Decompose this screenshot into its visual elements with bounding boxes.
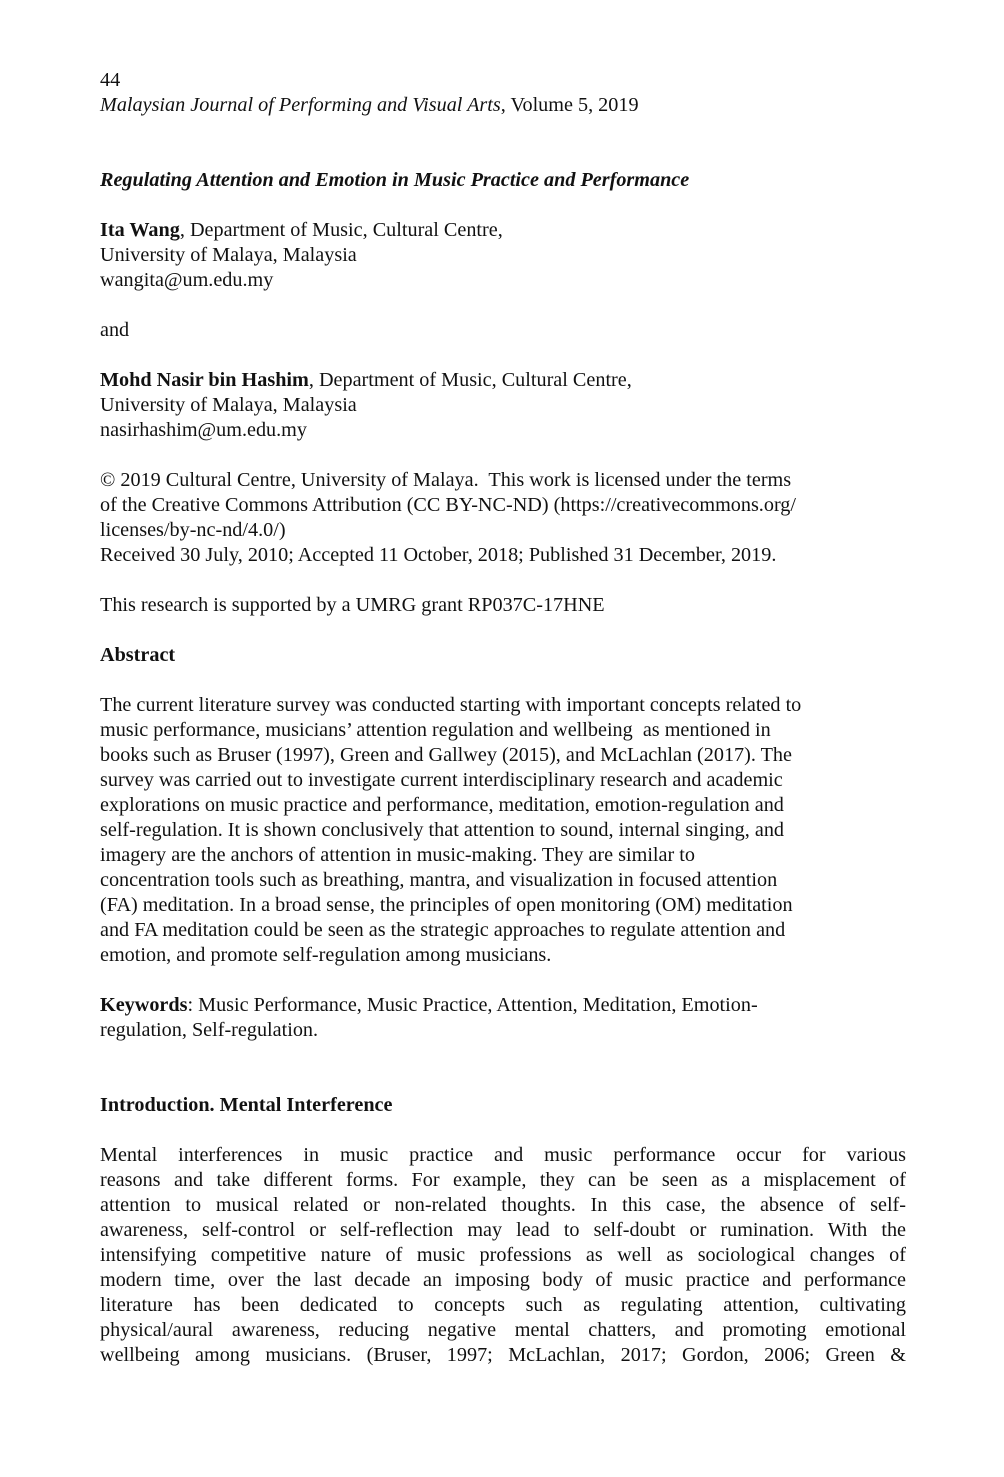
author-name: Mohd Nasir bin Hashim (100, 369, 309, 391)
running-header (100, 68, 906, 118)
article-title: Regulating Attention and Emotion in Music Practice and Performance (100, 169, 690, 191)
keywords-list: : Music Performance, Music Practice, Attention, Meditation, Emotion- (187, 994, 758, 1016)
author-affiliation: , Department of Music, Cultural Centre, (308, 369, 632, 391)
keywords-label: Keywords (100, 994, 188, 1016)
keywords-list-cont: regulation, Self-regulation. (100, 1019, 319, 1041)
license-line[interactable]: of the Creative Commons Attribution (CC BY-NC-ND) (https://creativecommons.org/ (100, 494, 797, 516)
abstract-line: survey was carried out to investigate current interdisciplinary research and academic (100, 769, 783, 791)
abstract-heading: Abstract (100, 644, 176, 666)
intro-line: physical/aural awareness, reducing negative mental chatters, and promoting emotional (100, 1319, 906, 1341)
license-line: © 2019 Cultural Centre, University of Malaya. This work is licensed under the terms (100, 469, 792, 491)
journal-citation (100, 93, 906, 118)
intro-line: intensifying competitive nature of music professions as well as sociological changes of (100, 1244, 906, 1266)
author-name: Ita Wang (100, 219, 180, 241)
intro-line: modern time, over the last decade an imposing body of music practice and performance (100, 1269, 906, 1291)
page-number: 44 (100, 69, 121, 91)
abstract-line: (FA) meditation. In a broad sense, the principles of open monitoring (OM) meditation (100, 894, 793, 916)
abstract-line: music performance, musicians’ attention regulation and wellbeing as mentioned in (100, 719, 771, 741)
keywords-block (100, 993, 906, 1043)
abstract-line: The current literature survey was conducted starting with important concepts related to (100, 694, 802, 716)
intro-line: wellbeing among musicians. (Bruser, 1997; McLachlan, 2017; Gordon, 2006; Green & (100, 1344, 906, 1366)
intro-line: Mental interferences in music practice and music performance occur for various (100, 1144, 906, 1166)
intro-line: attention to musical related or non-related thoughts. In this case, the absence of self- (100, 1194, 906, 1216)
author-affiliation-line2: University of Malaya, Malaysia (100, 244, 357, 266)
intro-line: reasons and take different forms. For example, they can be seen as a misplacement of (100, 1169, 906, 1191)
abstract-line: self-regulation. It is shown conclusively that attention to sound, internal singing, and (100, 819, 785, 841)
paper-page (100, 68, 906, 1368)
abstract-line: books such as Bruser (1997), Green and Gallwey (2015), and McLachlan (2017). The (100, 744, 792, 766)
dates-line: Received 30 July, 2010; Accepted 11 October, 2018; Published 31 December, 2019. (100, 544, 777, 566)
intro-line: awareness, self-control or self-reflection may lead to self-doubt or rumination. With the (100, 1219, 906, 1241)
author-separator: and (100, 319, 130, 341)
abstract-line: and FA meditation could be seen as the strategic approaches to regulate attention and (100, 919, 786, 941)
author-affiliation: , Department of Music, Cultural Centre, (179, 219, 503, 241)
intro-line: literature has been dedicated to concepts such as regulating attention, cultivating (100, 1294, 906, 1316)
abstract-line: explorations on music practice and performance, meditation, emotion-regulation and (100, 794, 784, 816)
abstract-line: concentration tools such as breathing, mantra, and visualization in focused attention (100, 869, 778, 891)
author-block-1 (100, 218, 906, 293)
author-block-2 (100, 368, 906, 443)
abstract-line: emotion, and promote self-regulation among musicians. (100, 944, 552, 966)
journal-volume: , Volume 5, 2019 (500, 94, 639, 116)
funding-statement: This research is supported by a UMRG grant RP037C-17HNE (100, 594, 605, 616)
intro-body (100, 1143, 906, 1368)
author-email[interactable]: nasirhashim@um.edu.my (100, 419, 307, 441)
author-affiliation-line2: University of Malaya, Malaysia (100, 394, 357, 416)
author-email[interactable]: wangita@um.edu.my (100, 269, 274, 291)
license-line[interactable]: licenses/by-nc-nd/4.0/) (100, 519, 286, 541)
intro-heading: Introduction. Mental Interference (100, 1094, 393, 1116)
license-block (100, 468, 906, 568)
abstract-line: imagery are the anchors of attention in music-making. They are similar to (100, 844, 695, 866)
abstract-body (100, 693, 906, 968)
journal-name: Malaysian Journal of Performing and Visual Arts (100, 94, 501, 116)
